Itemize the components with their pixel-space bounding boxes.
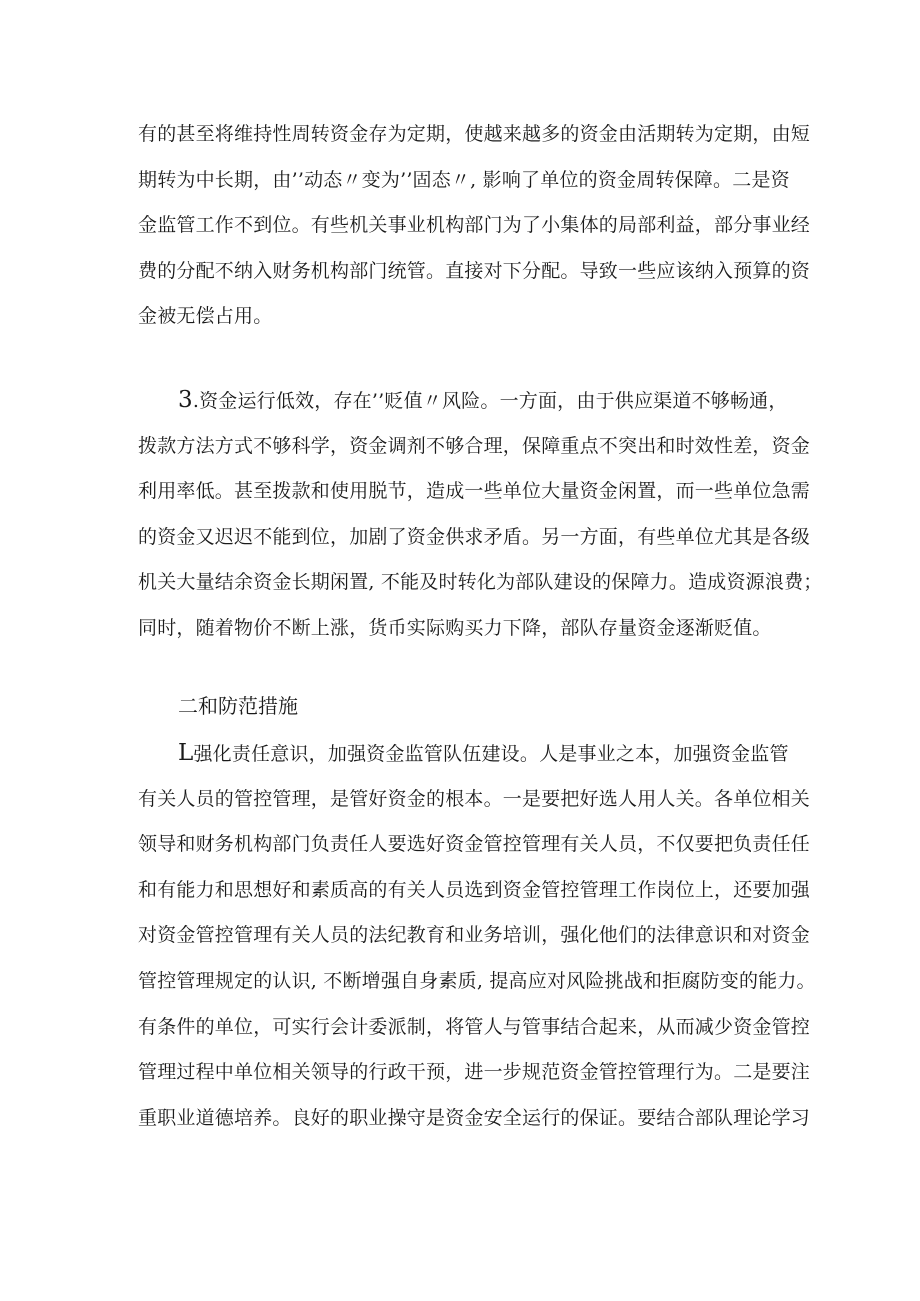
paragraph-responsibility bbox=[138, 731, 816, 1141]
item-number: 3 bbox=[178, 387, 193, 413]
text-line: 拨款方法方式不够科学，资金调剂不够合理，保障重点不突出和时效性差，资金 bbox=[138, 434, 811, 457]
text-line: 利用率低。甚至拨款和使用脱节，造成一些单位大量资金闲置，而一些单位急需 bbox=[138, 480, 811, 503]
text-line: 费的分配不纳入财务机构部门统管。直接对下分配。导致一些应该纳入预算的资 bbox=[138, 259, 811, 282]
text-line: 领导和财务机构部门负责任人要选好资金管控管理有关人员，不仅要把负责任任 bbox=[138, 833, 811, 856]
item-number: L bbox=[178, 740, 194, 766]
text-line: 有条件的单位，可实行会计委派制，将管人与管事结合起来，从而减少资金管控 bbox=[138, 1015, 811, 1038]
text-line: 机关大量结余资金长期闲置, 不能及时转化为部队建设的保障力。造成资源浪费； bbox=[138, 571, 823, 594]
text-line: 有的甚至将维持性周转资金存为定期，使越来越多的资金由活期转为定期，由短 bbox=[138, 123, 811, 145]
line-text: .资金运行低效，存在’’贬值〃风险。一方面，由于供应渠道不够畅通， bbox=[192, 390, 788, 412]
paragraph-low-efficiency bbox=[138, 378, 823, 652]
line-text: 强化责任意识，加强资金监管队伍建设。人是事业之本，加强资金监管 bbox=[193, 743, 789, 765]
text-line: 期转为中长期，由’’动态〃变为’’固态〃, 影响了单位的资金周转保障。二是资 bbox=[138, 168, 790, 191]
text-line: 对资金管控管理有关人员的法纪教育和业务培训，强化他们的法律意识和对资金 bbox=[138, 924, 811, 947]
text-line: 同时，随着物价不断上涨，货币实际购买力下降，部队存量资金逐渐贬值。 bbox=[138, 616, 772, 639]
text-line: 的资金又迟迟不能到位，加剧了资金供求矛盾。另一方面，有些单位尤其是各级 bbox=[138, 525, 811, 548]
text-line: 和有能力和思想好和素质高的有关人员选到资金管控管理工作岗位上，还要加强 bbox=[138, 878, 811, 901]
text-line: 金监管工作不到位。有些机关事业机构部门为了小集体的局部利益，部分事业经 bbox=[138, 214, 811, 237]
text-line bbox=[138, 731, 798, 777]
text-line: 金被无偿占用。 bbox=[138, 305, 273, 328]
text-line: 管控管理规定的认识, 不断增强自身素质, 提高应对风险挑战和拒腐防变的能力。 bbox=[138, 969, 816, 992]
text-line: 重职业道德培养。良好的职业操守是资金安全运行的保证。要结合部队理论学习 bbox=[138, 1106, 811, 1129]
paragraph-fund-turnover bbox=[138, 112, 811, 340]
text-line bbox=[138, 378, 798, 424]
text-line: 管理过程中单位相关领导的行政干预，进一步规范资金管控管理行为。二是要注 bbox=[138, 1061, 811, 1084]
section-heading: 二和防范措施 bbox=[178, 694, 298, 718]
text-line: 有关人员的管控管理，是管好资金的根本。一是要把好选人用人关。各单位相关 bbox=[138, 787, 811, 810]
